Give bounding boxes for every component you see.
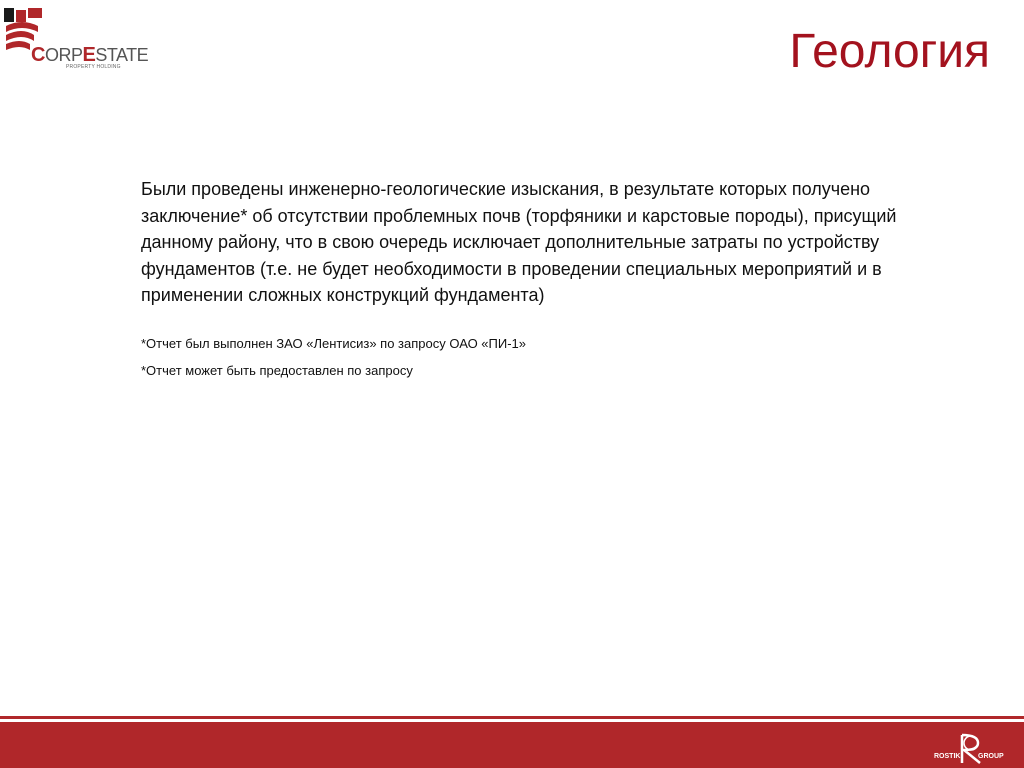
footnote-report-author: *Отчет был выполнен ЗАО «Лентисиз» по запросу ОАО «ПИ-1» xyxy=(141,335,527,351)
slide-body xyxy=(141,176,941,380)
main-paragraph: Были проведены инженерно-геологические изыскания, в результате которых получено заключение* об отсутствии проблемных почв (торфяники и карстовые породы), присущий данному району, что в свою очередь исключает дополнительные затраты по устройству фундаментов (т.е. не будет необходимости в проведении специальных мероприятий и в применении сложных конструкций фундамента) xyxy=(141,179,897,305)
logo-wordmark-e: E xyxy=(82,44,96,66)
corpestate-logo xyxy=(4,8,149,78)
rostik-group-logo xyxy=(932,733,1012,765)
logo-wordmark-orp: ORP xyxy=(44,45,83,65)
footer-logo-rostik: ROSTIK xyxy=(934,753,961,760)
logo-wordmark-state: STATE xyxy=(95,45,149,65)
footnote-report-availability: *Отчет может быть предоставлен по запросу xyxy=(141,362,413,378)
logo-wordmark-c: C xyxy=(31,44,45,66)
footer-band xyxy=(0,722,1024,768)
footer-divider xyxy=(0,716,1024,719)
logo-wordmark xyxy=(31,46,148,64)
slide-title: Геология xyxy=(789,25,990,78)
logo-subtitle: PROPERTY HOLDING xyxy=(66,64,121,70)
footer-logo-group: GROUP xyxy=(978,753,1004,760)
